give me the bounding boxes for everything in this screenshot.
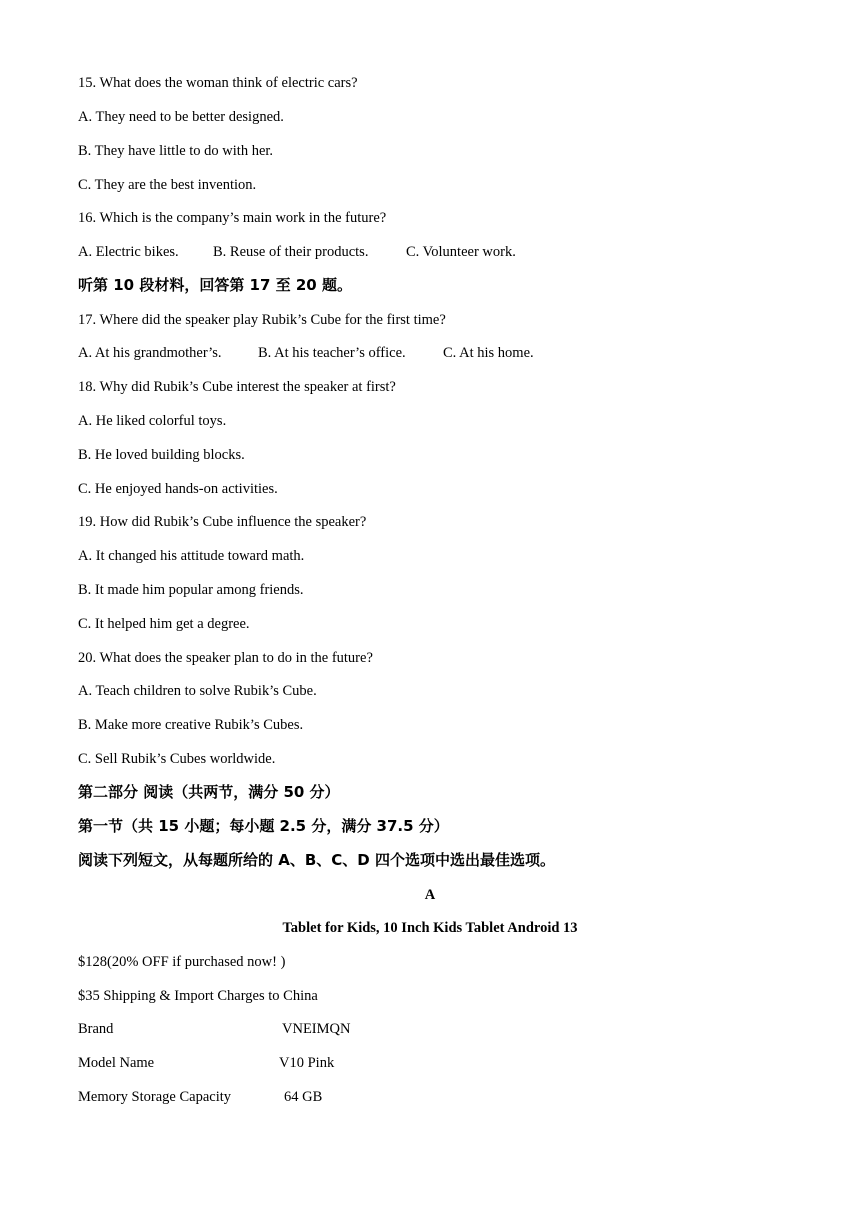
q20-option-c: C. Sell Rubik’s Cubes worldwide. (78, 751, 276, 767)
spec-value: VNEIMQN (282, 1021, 351, 1037)
spec-label: Model Name (78, 1055, 155, 1071)
q15-option-b: B. They have little to do with her. (78, 143, 274, 159)
passage-letter: A (424, 887, 436, 903)
spec-label: Brand (78, 1021, 114, 1037)
q19-option-c: C. It helped him get a degree. (78, 616, 250, 632)
q15-option-c: C. They are the best invention. (78, 177, 257, 193)
q16-option-c: C. Volunteer work. (406, 244, 516, 260)
q20-option-a: A. Teach children to solve Rubik’s Cube. (78, 683, 317, 699)
q17-option-b: B. At his teacher’s office. (258, 345, 406, 361)
q16-question: 16. Which is the company’s main work in the future? (78, 210, 387, 226)
price-line: $128(20% OFF if purchased now! ) (78, 954, 286, 970)
q20-question: 20. What does the speaker plan to do in the future? (78, 650, 373, 666)
section1-heading: 第一节（共 15 小题；每小题 2.5 分，满分 37.5 分） (78, 817, 449, 835)
spec-label: Memory Storage Capacity (78, 1089, 232, 1105)
q15-option-a: A. They need to be better designed. (78, 109, 284, 125)
q18-option-c: C. He enjoyed hands-on activities. (78, 481, 278, 497)
q19-option-b: B. It made him popular among friends. (78, 582, 304, 598)
q20-option-b: B. Make more creative Rubik’s Cubes. (78, 717, 304, 733)
spec-value: 64 GB (284, 1089, 323, 1105)
shipping-line: $35 Shipping & Import Charges to China (78, 988, 318, 1004)
q15-question: 15. What does the woman think of electric cars? (78, 75, 358, 91)
q17-option-c: C. At his home. (443, 345, 534, 361)
q17-question: 17. Where did the speaker play Rubik’s Cube for the first time? (78, 312, 446, 328)
q19-question: 19. How did Rubik’s Cube influence the speaker? (78, 514, 367, 530)
q19-option-a: A. It changed his attitude toward math. (78, 548, 305, 564)
part2-heading: 第二部分 阅读（共两节，满分 50 分） (78, 783, 340, 801)
spec-value: V10 Pink (279, 1055, 335, 1071)
q18-question: 18. Why did Rubik’s Cube interest the speaker at first? (78, 379, 396, 395)
q18-option-b: B. He loved building blocks. (78, 447, 245, 463)
section10-instruction: 听第 10 段材料，回答第 17 至 20 题。 (78, 276, 352, 294)
q16-option-a: A. Electric bikes. (78, 244, 179, 260)
passage-title: Tablet for Kids, 10 Inch Kids Tablet Android 13 (282, 920, 578, 936)
q17-option-a: A. At his grandmother’s. (78, 345, 222, 361)
reading-instruction: 阅读下列短文，从每题所给的 A、B、C、D 四个选项中选出最佳选项。 (78, 851, 555, 869)
q18-option-a: A. He liked colorful toys. (78, 413, 227, 429)
q16-option-b: B. Reuse of their products. (213, 244, 369, 260)
